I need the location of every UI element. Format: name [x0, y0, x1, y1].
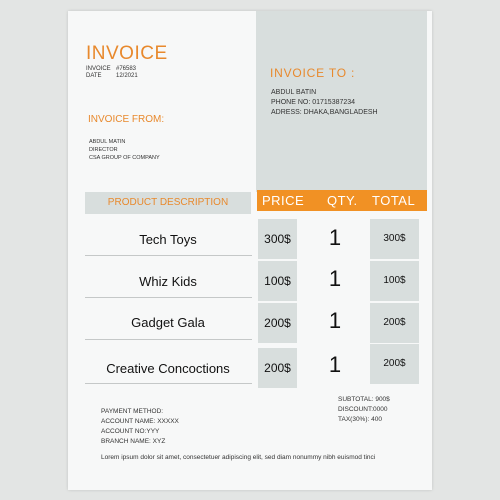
item-price: 300$ [258, 219, 297, 259]
total-header: TOTAL [372, 193, 416, 208]
price-header: PRICE [262, 193, 305, 208]
subtotal: SUBTOTAL: 900$ [338, 396, 390, 403]
item-name: Gadget Gala [131, 315, 205, 330]
item-qty: 1 [328, 352, 342, 377]
product-description-header: PRODUCT DESCRIPTION [85, 192, 251, 214]
row-divider [85, 255, 252, 256]
invoice-to-phone: PHONE NO: 01715387234 [271, 99, 356, 106]
account-number: ACCOUNT NO:YYY [101, 428, 160, 435]
invoice-to-title: INVOICE TO : [270, 66, 356, 80]
item-name: Creative Concoctions [106, 361, 230, 376]
invoice-number: #76583 [116, 66, 137, 72]
item-total: 200$ [370, 303, 419, 343]
row-divider [85, 297, 252, 298]
item-total: 300$ [370, 219, 419, 259]
invoice-from-name: ABDUL MATIN [89, 139, 126, 145]
item-price: 100$ [258, 261, 297, 301]
item-total: 100$ [370, 261, 419, 301]
account-name: ACCOUNT NAME: XXXXX [101, 418, 179, 425]
item-qty: 1 [328, 266, 342, 291]
item-qty: 1 [328, 225, 342, 250]
tax: TAX(30%): 400 [338, 416, 382, 423]
payment-method: PAYMENT METHOD: [101, 408, 164, 415]
footer-note: Lorem ipsum dolor sit amet, consectetuer adipiscing elit, sed diam nonummy nibh euismod tinci [101, 454, 376, 461]
qty-header: QTY. [327, 193, 358, 208]
invoice-to-name: ABDUL BATIN [271, 89, 317, 96]
discount: DISCOUNT:0000 [338, 406, 388, 413]
invoice-from-role: DIRECTOR [89, 147, 118, 153]
item-total: 200$ [370, 344, 419, 384]
invoice-date-row [86, 73, 138, 79]
item-name: Tech Toys [139, 232, 197, 247]
invoice-from-title: INVOICE FROM: [88, 114, 165, 125]
invoice-from-company: CSA GROUP OF COMPANY [89, 155, 160, 161]
invoice-title: INVOICE [86, 43, 168, 64]
row-divider [85, 383, 252, 384]
invoice-to-address: ADRESS: DHAKA,BANGLADESH [271, 109, 378, 116]
branch-name: BRANCH NAME: XYZ [101, 438, 166, 445]
item-price: 200$ [258, 303, 297, 343]
item-name: Whiz Kids [139, 274, 197, 289]
item-qty: 1 [328, 308, 342, 333]
invoice-number-label: INVOICE [86, 66, 111, 72]
invoice-number-row [86, 66, 137, 72]
invoice-page [68, 11, 432, 490]
invoice-date-label: DATE [86, 73, 102, 79]
row-divider [85, 339, 252, 340]
item-price: 200$ [258, 348, 297, 388]
invoice-date: 12/2021 [116, 73, 138, 79]
invoice-to-panel [256, 11, 427, 192]
